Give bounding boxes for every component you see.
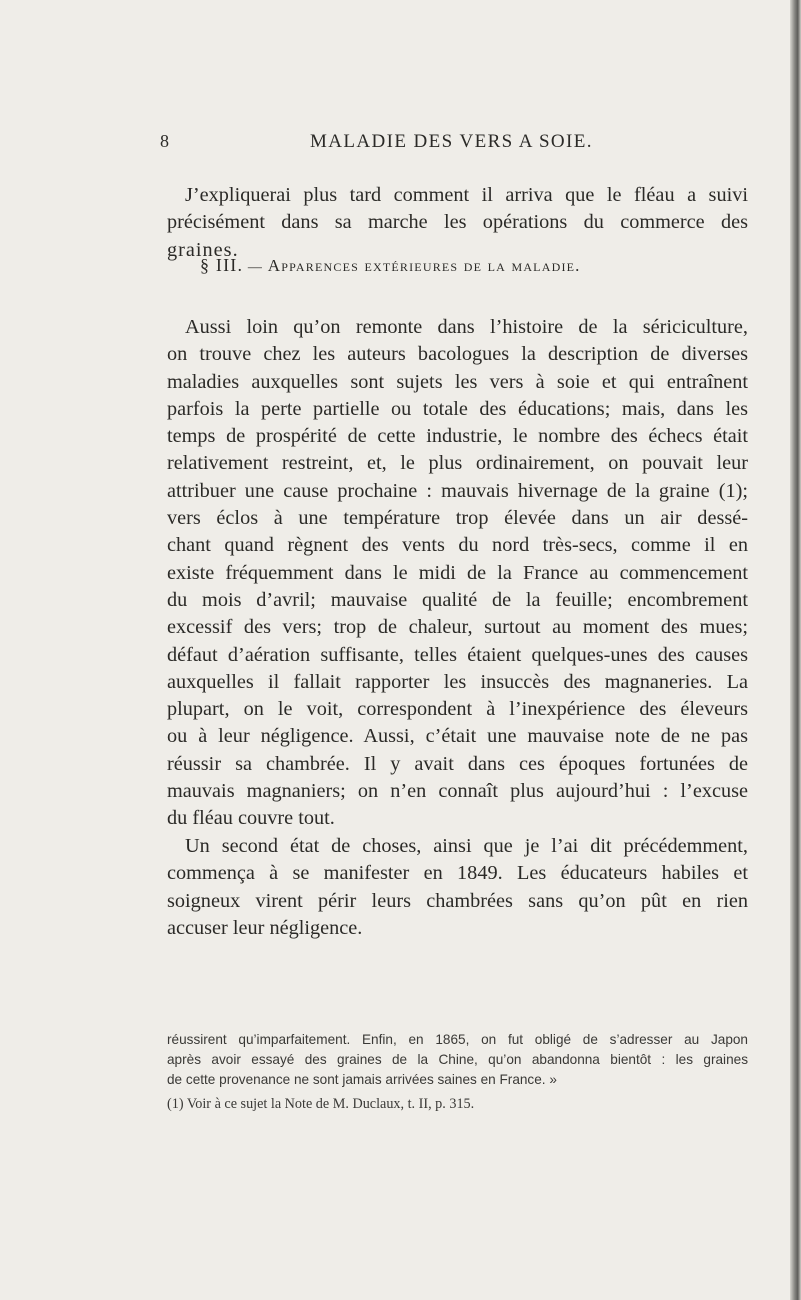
text-line: plupart, on le voit, correspondent à l’inexpérience des éleveurs — [167, 698, 748, 721]
footnote-line: de cette provenance ne sont jamais arrivées saines en France. » — [167, 1072, 557, 1087]
running-title: MALADIE DES VERS A SOIE. — [310, 131, 593, 152]
text-line: excessif des vers; trop de chaleur, surtout au moment des mues; — [167, 616, 748, 639]
footnote-line: après avoir essayé des graines de la Chine, qu’on abandonna bientôt : les graines — [167, 1052, 748, 1067]
text-line: J’expliquerai plus tard comment il arriva que le fléau a suivi — [185, 184, 748, 206]
page-header — [160, 131, 748, 155]
section-dash: — — [247, 260, 264, 275]
text-line: auxquelles il fallait rapporter les insuccès des magnaneries. La — [167, 670, 748, 693]
text-line: du mois d’avril; mauvaise qualité de la feuille; encombrement — [167, 588, 748, 611]
text-line: relativement restreint, et, le plus ordinairement, on pouvait leur — [167, 452, 748, 475]
text-line: graines. — [167, 238, 239, 261]
footnote-text: Voir à ce sujet la Note de M. Duclaux, t. II, p. 315. — [186, 1096, 475, 1112]
text-line: du fléau couvre tout. — [167, 807, 335, 830]
footnote-marker: (1) — [167, 1096, 184, 1112]
text-line: attribuer une cause prochaine : mauvais hivernage de la graine (1); — [167, 479, 748, 502]
paragraph-1 — [167, 182, 748, 264]
text-line: mauvais magnaniers; on n’en connaît plus aujourd’hui : l’excuse — [167, 780, 748, 803]
text-line: accuser leur négligence. — [167, 916, 363, 939]
section-number: § III. — [200, 255, 244, 275]
paragraph-2 — [167, 314, 748, 833]
text-line: vers éclos à une température trop élevée dans un air dessé- — [167, 507, 748, 530]
text-line: temps de prospérité de cette industrie, le nombre des échecs était — [167, 425, 748, 448]
text-line: existe fréquemment dans le midi de la France au commencement — [167, 561, 748, 584]
page-number: 8 — [160, 131, 170, 151]
text-line: commença à se manifester en 1849. Les éducateurs habiles et — [167, 862, 748, 885]
section-title: Apparences extérieures de la maladie. — [267, 256, 581, 275]
text-line: défaut d’aération suffisante, telles étaient quelques-unes des causes — [167, 643, 748, 666]
book-spine-edge — [790, 0, 801, 1300]
text-line: soigneux virent périr leurs chambrées sans qu’on pût en rien — [167, 889, 748, 912]
footnotes — [167, 1030, 748, 1116]
text-line: Un second état de choses, ainsi que je l’ai dit précédemment, — [185, 835, 748, 857]
text-line: réussir sa chambrée. Il y avait dans ces époques fortunées de — [167, 752, 748, 775]
text-line: on trouve chez les auteurs bacologues la description de diverses — [167, 343, 748, 366]
text-line: ou à leur négligence. Aussi, c’était une mauvaise note de ne pas — [167, 725, 748, 748]
footnote-line: réussirent qu’imparfaitement. Enfin, en 1865, on fut obligé de s’adresser au Japon — [167, 1032, 748, 1047]
section-heading — [200, 255, 581, 276]
text-line: Aussi loin qu’on remonte dans l’histoire de la sériciculture, — [185, 316, 748, 338]
paragraph-3 — [167, 833, 748, 942]
text-line: maladies auxquelles sont sujets les vers à soie et qui entraînent — [167, 370, 748, 393]
footnote-1 — [167, 1094, 748, 1116]
text-line: parfois la perte partielle ou totale des éducations; mais, dans les — [167, 397, 748, 420]
text-line: précisément dans sa marche les opérations du commerce des — [167, 211, 748, 234]
text-line: chant quand règnent des vents du nord très-secs, comme il en — [167, 534, 748, 557]
